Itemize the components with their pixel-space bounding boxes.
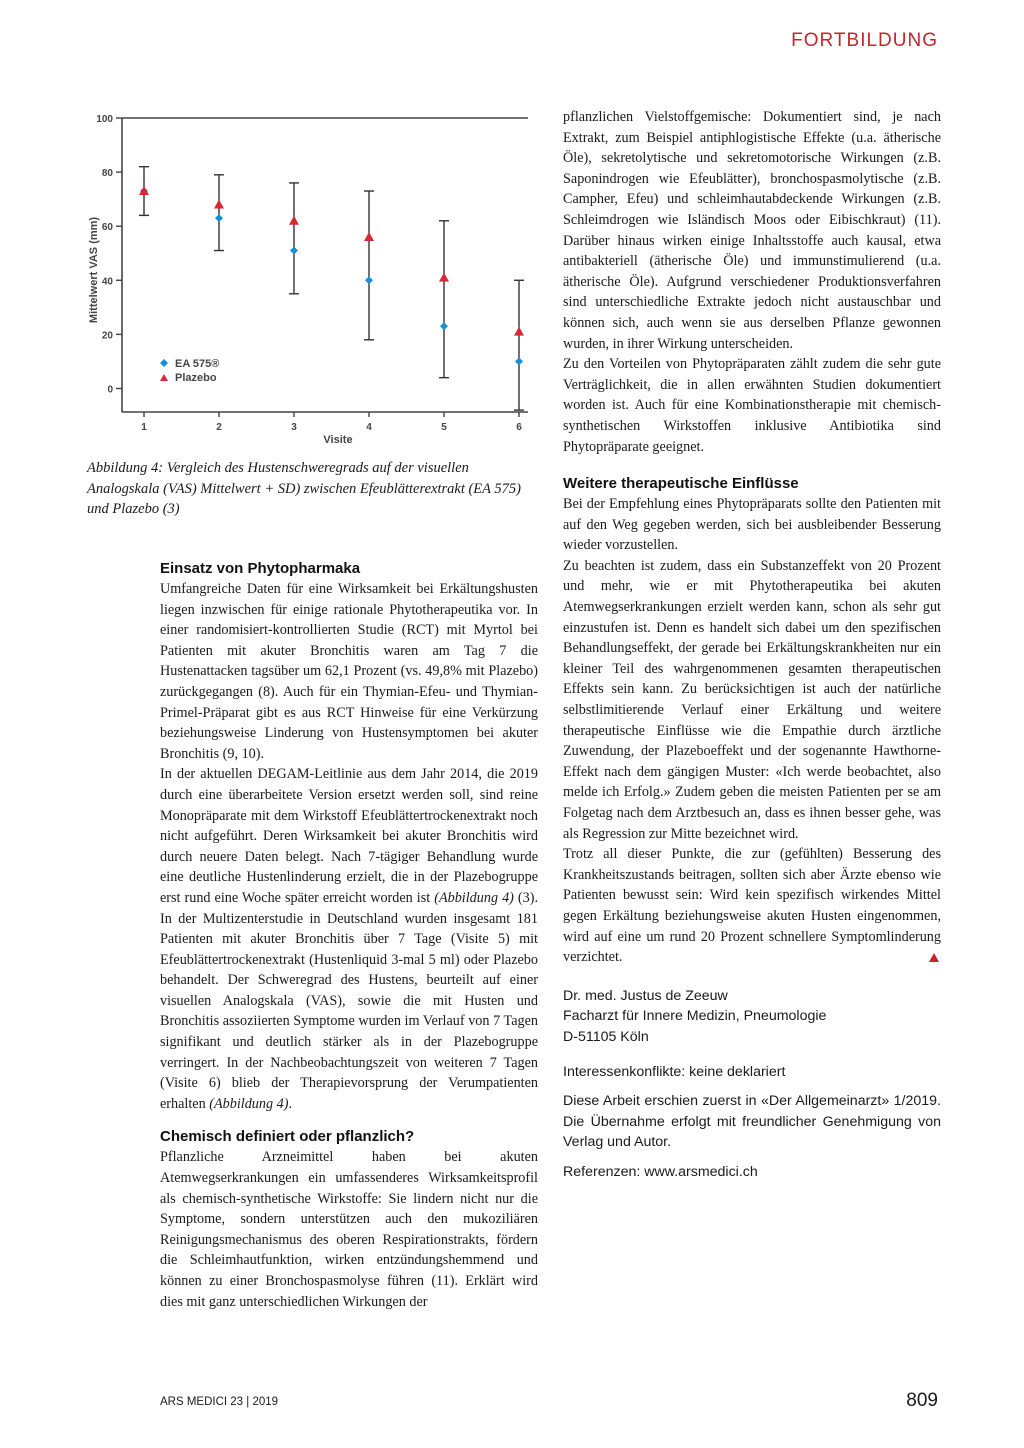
paragraph: Zu beachten ist zudem, dass ein Substanzeffekt von 20 Prozent und mehr, wie er mit Phytotherapeutika bei akuten Atemwegserkrankungen erzielt werden kann, schon als sehr gut einzustufen ist. Denn es handelt sich dabei um den spezifischen Behandlungseffekt, der gerade bei Erkältungskrankheiten nur ein kleiner Teil des wahrgenommenen gesamten therapeutischen Effekts sein kann. Zu berücksichtigen ist auch der natürliche selbstlimitierende Verlauf einer Erkältung und weitere therapeutische Einflüsse wie die Empathie durch ärztliche Zuwendung, der Plazeboeffekt und der sogenannte Hawthorne-Effekt nach dem gängigen Muster: «Ich werde beobachtet, also melde ich Erfolg.» Zudem geben die meisten Patienten per se am Folgetag nach dem Arztbesuch an, dass es ihnen besser gehe, was als Regression zur Mitte bezeichnet wird. xyxy=(563,557,941,842)
placebo-point xyxy=(514,327,524,336)
author-title: Facharzt für Innere Medizin, Pneumologie xyxy=(563,1008,827,1025)
ea575-point xyxy=(365,276,373,284)
paragraph: pflanzlichen Vielstoffgemische: Dokumentiert sind, je nach Extrakt, zum Beispiel antiphlogistische Effekte (u.a. ätherische Öle), sekretolytische und sekretomotorische Wirkungen (z.B. Saponindrogen wie Efeublätter), bronchospasmolytische (z.B. Campher, Efeu) und schleimhautabdeckende Wirkungen (z.B. Schleimdrogen wie Isländisch Moos oder Eibischkraut) (11). Darüber hinaus wirken einige Inhaltsstoffe auch kausal, etwa antibakteriell (ätherische Öle) und immunstimulierend (u.a. ätherische Öle). Aufgrund verschiedener Produktionsverfahren sind unterschiedliche Extrakte jedoch nicht austauschbar und können sich, auch wenn sie aus derselben Pflanze gewonnen wurden, in ihrer Wirkung unterscheiden. xyxy=(563,109,941,352)
ea575-point xyxy=(515,357,523,365)
legend-ea-marker xyxy=(160,359,168,367)
x-tick-label: 6 xyxy=(516,422,522,433)
paragraph xyxy=(563,844,941,968)
end-of-article-triangle-icon xyxy=(929,953,939,962)
text-segment: Trotz all dieser Punkte, die zur (gefühlten) Besserung des Krankheitszustands beitragen, sollten sich aber Ärzte ebenso wie Patienten bewusst sein: Wird kein spezifisch wirkendes Mittel gegen Erkältung beziehungsweise akuten Husten eingenommen, wird auf eine um rund 20 Prozent schnellere Symptomlinderung verzichtet. xyxy=(563,846,941,966)
x-tick-label: 5 xyxy=(441,422,447,433)
text-segment: In der aktuellen DEGAM-Leitlinie aus dem Jahr 2014, die 2019 durch eine überarbeitete Version ersetzt werden soll, sind reine Monopräparate mit dem Wirkstoff Efeublättertrockenextrakt noch nicht aufgeführt. Deren Wirksamkeit bei akuter Bronchitis wird durch neuere Daten belegt. Nach 7-tägiger Behandlung wurde eine deutliche Hustenlinderung erzielt, die in der Plazebogruppe erst rund eine Woche später erreicht worden ist xyxy=(160,766,538,906)
chart-points xyxy=(139,186,524,365)
figure-reference: (Abbildung 4) xyxy=(434,889,514,906)
author-name: Dr. med. Justus de Zeeuw xyxy=(563,987,728,1004)
conflicts-note: Interessenkonflikte: keine deklariert xyxy=(563,1063,786,1080)
heading-chemisch: Chemisch definiert oder pflanzlich? xyxy=(160,1128,415,1146)
legend-placebo-marker xyxy=(160,374,168,381)
footer-journal: ARS MEDICI 23 | 2019 xyxy=(160,1396,279,1408)
placebo-point xyxy=(289,216,299,225)
legend-placebo-label: Plazebo xyxy=(175,372,217,384)
heading-weitere: Weitere therapeutische Einflüsse xyxy=(563,475,799,493)
paragraph: Zu den Vorteilen von Phytopräparaten zählt zudem die sehr gute Verträglichkeit, die in allen erwähnten Studien dokumentiert worden ist. Auch für eine Kombinationstherapie mit chemisch-synthetischen Wirkstoffen inklusive Antibiotika sind Phytopräparate geeignet. xyxy=(563,356,941,455)
x-tick-label: 3 xyxy=(291,422,297,433)
section-label: FORTBILDUNG xyxy=(791,30,938,51)
vas-chart xyxy=(80,100,530,450)
y-tick-label: 40 xyxy=(101,276,113,288)
text-segment: (3). In der Multizenterstudie in Deutschland wurden insgesamt 181 Patienten mit akuter Bronchitis über 7 Tage (Visite 5) mit Efeublättertrockenextrakt (Hustenliquid 3-mal 5 ml) oder Plazebo behandelt. Der Schweregrad des Hustens, beurteilt auf einer visuellen Analogskala (VAS), sowie die mit Husten und Bronchitis assoziierten Symptome wurden im Verlauf von 7 Tagen signifikant und deutlich stärker als in der Plazebogruppe verringert. In der Nachbeobachtungszeit von weiteren 7 Tagen (Visite 6) blieb der Therapievorsprung der Verumpatienten erhalten xyxy=(160,889,539,1112)
ea575-point xyxy=(215,214,223,222)
ea575-point xyxy=(290,247,298,255)
left-column xyxy=(160,560,538,1312)
y-axis-label: Mittelwert VAS (mm) xyxy=(88,216,100,324)
x-axis-label: Visite xyxy=(323,434,353,446)
chart-ticks xyxy=(96,114,522,433)
y-tick-label: 0 xyxy=(107,384,113,396)
y-tick-label: 20 xyxy=(101,330,113,342)
x-tick-label: 2 xyxy=(216,422,222,433)
right-column xyxy=(563,107,941,1183)
chart-legend xyxy=(160,358,219,384)
x-tick-label: 1 xyxy=(141,422,147,433)
paragraph: Umfangreiche Daten für eine Wirksamkeit bei Erkältungshusten liegen inzwischen für einige rationale Phytotherapeutika vor. In einer randomisiert-kontrollierten Studie (RCT) mit Myrtol bei Patienten mit akuter Bronchitis waren am Tag 7 die Hustenattacken tagsüber um 62,1 Prozent (vs. 49,8% mit Plazebo) zurückgegangen (8). Auch für ein Thymian-Efeu- und Thymian-Primel-Präparat gibt es aus RCT Hinweise für eine Verkürzung beziehungsweise Linderung von Hustensymptomen bei akuter Bronchitis (9, 10). xyxy=(160,581,538,762)
placebo-point xyxy=(139,186,149,195)
paragraph: Pflanzliche Arzneimittel haben bei akuten Atemwegserkrankungen ein umfassenderes Wirksamkeitsprofil als chemisch-synthetische Wirkstoffe: Sie lindern nicht nur die Symptome, sondern unterstützen auch den mukoziliären Reinigungsmechanismus des oberen Respirationstrakts, fördern die Schleimhautfunktion, wirken entzündungshemmend und können zu einer Bronchospasmolyse führen (11). Erklärt wird dies mit ganz unterschiedlichen Wirkungen der xyxy=(160,1149,538,1310)
ea575-point xyxy=(440,322,448,330)
legend-ea-label: EA 575® xyxy=(175,358,220,370)
paragraph: Bei der Empfehlung eines Phytopräparats sollte den Patienten mit auf den Weg gegeben werden, sich bei ausbleibender Besserung wieder vorzustellen. xyxy=(563,496,941,554)
y-tick-label: 100 xyxy=(96,114,113,125)
placebo-point xyxy=(214,200,224,209)
text-segment: . xyxy=(288,1095,292,1112)
x-tick-label: 4 xyxy=(366,422,372,433)
placebo-point xyxy=(364,232,374,241)
figure-caption: Abbildung 4: Vergleich des Hustenschweregrads auf der visuellen Analogskala (VAS) Mittelwert + SD) zwischen Efeublätterextrakt (EA 575) und Plazebo (3) xyxy=(87,460,521,517)
publication-note: Diese Arbeit erschien zuerst in «Der Allgemeinarzt» 1/2019. Die Übernahme erfolgt mit freundlicher Genehmigung von Verlag und Autor. xyxy=(563,1093,941,1151)
page-number: 809 xyxy=(906,1390,938,1411)
y-tick-label: 60 xyxy=(101,222,113,234)
figure-reference: (Abbildung 4) xyxy=(209,1095,289,1112)
heading-einsatz: Einsatz von Phytopharmaka xyxy=(160,560,361,577)
y-tick-label: 80 xyxy=(101,168,113,180)
placebo-point xyxy=(439,273,449,282)
author-city: D-51105 Köln xyxy=(563,1028,649,1045)
paragraph xyxy=(160,764,538,1114)
references-link: Referenzen: www.arsmedici.ch xyxy=(563,1163,758,1180)
